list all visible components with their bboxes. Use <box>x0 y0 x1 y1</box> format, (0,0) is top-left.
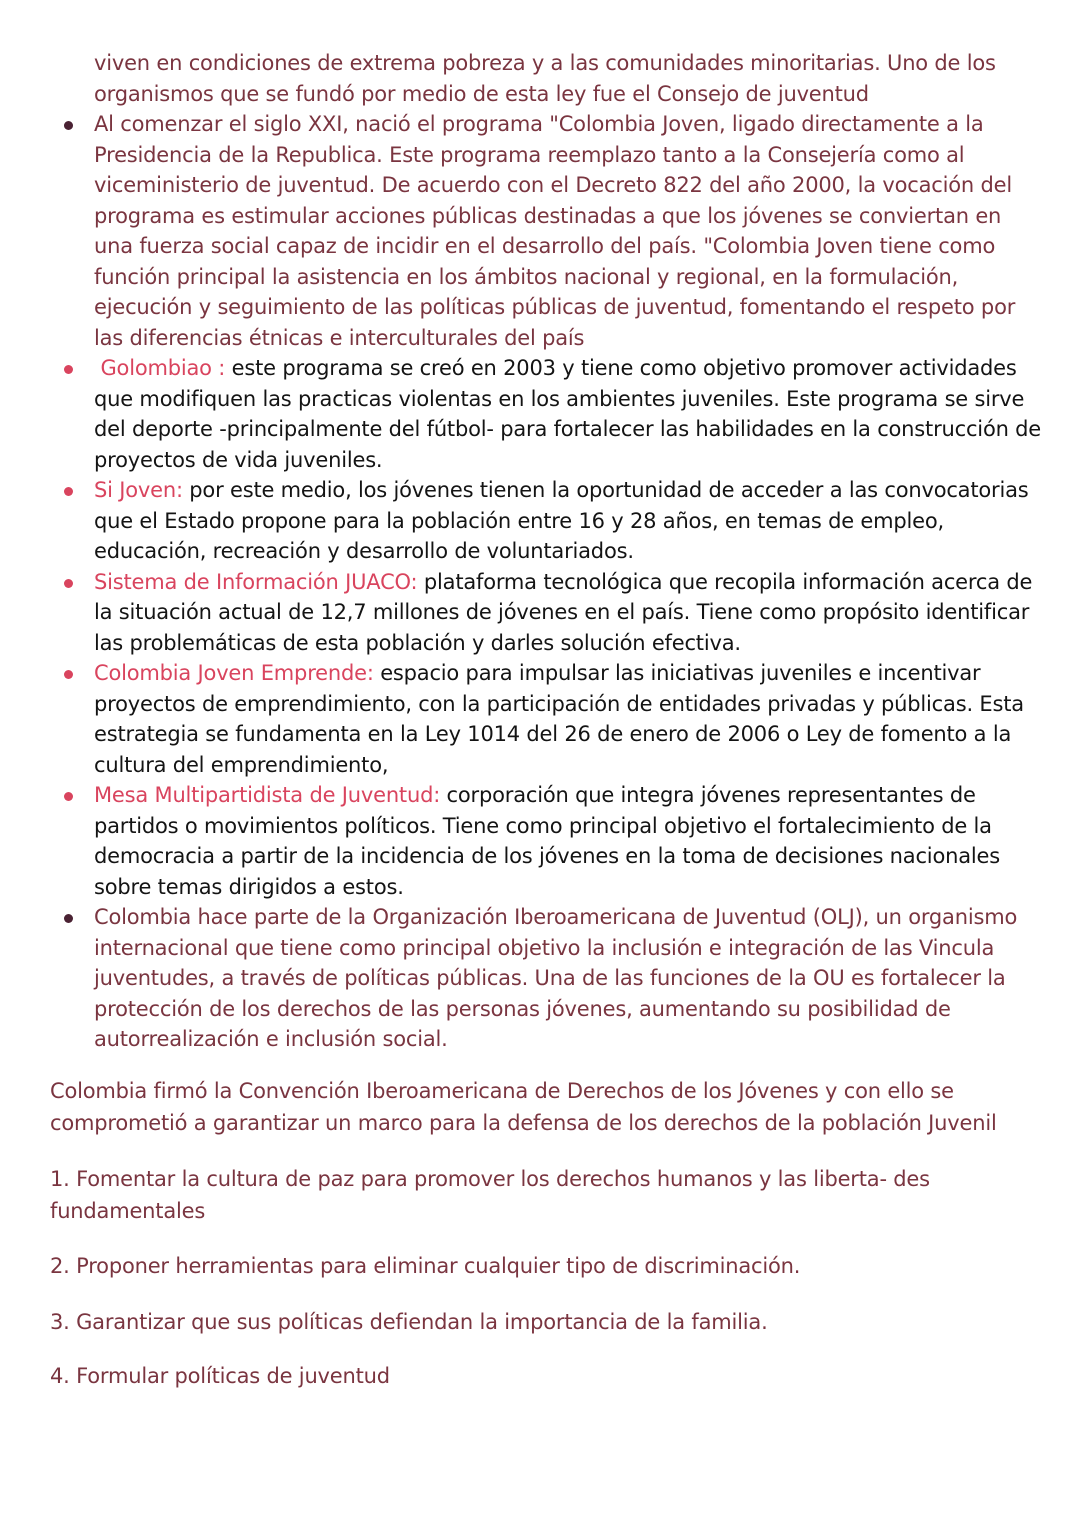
numbered-item-2: 2. Proponer herramientas para eliminar cualquier tipo de discriminación. <box>50 1254 801 1278</box>
item-text: espacio para impulsar las iniciativas juveniles e incentivar proyectos de emprendimiento, con la participación de entidades privadas y públicas. Esta estrategia se fundamenta en la Ley 1014 del 26 de enero de 2006 o Ley de fomento a la cultura del emprendimiento, <box>94 661 1024 777</box>
list-item-colombia-joven <box>94 109 1044 353</box>
numbered-item-3: 3. Garantizar que sus políticas defiendan la importancia de la familia. <box>50 1310 768 1334</box>
bullet-dot-icon <box>64 792 73 801</box>
item-text: este programa se creó en 2003 y tiene como objetivo promover actividades que modifiquen las practicas violentas en los ambientes juveniles. Este programa se sirve del deporte -principalmente del fútbol- para fortalecer las habilidades en la construcción de proyectos de vida juveniles. <box>94 356 1042 472</box>
intro-paragraph: viven en condiciones de extrema pobreza y a las comunidades minoritarias. Uno de los organismos que se fundó por medio de esta ley fue el Consejo de juventud <box>94 51 996 106</box>
item-label: Sistema de Información JUACO: <box>94 569 418 594</box>
item-text: corporación que integra jóvenes representantes de partidos o movimientos políticos. Tiene como principal objetivo el fortalecimiento de la democracia a partir de la incidencia de los jóvenes en la toma de decisiones nacionales sobre temas dirigidos a estos. <box>94 783 1000 899</box>
list-item-mesa-multipartidista <box>94 780 1044 902</box>
list-item-emprende <box>94 658 1044 780</box>
list-item-golombiao <box>94 353 1044 475</box>
item-text: por este medio, los jóvenes tienen la oportunidad de acceder a las convocatorias que el Estado propone para la población entre 16 y 28 años, en temas de empleo, educación, recreación y desarrollo de voluntariados. <box>94 478 1029 563</box>
bullet-dot-icon <box>64 487 73 496</box>
item-label: Mesa Multipartidista de Juventud: <box>94 783 441 807</box>
item-label: Golombiao : <box>94 356 226 380</box>
bullet-dot-icon <box>64 914 73 923</box>
bullet-dot-icon <box>64 579 73 588</box>
numbered-item-1: 1. Fomentar la cultura de paz para promover los derechos humanos y las liberta- des fundamentales <box>50 1167 930 1223</box>
list-item-si-joven <box>94 475 1044 567</box>
list-item-oij <box>94 902 1044 1055</box>
summary-paragraph: Colombia firmó la Convención Iberoamericana de Derechos de los Jóvenes y con ello se comprometió a garantizar un marco para la defensa de los derechos de la población Juvenil <box>50 1079 997 1135</box>
item-label: Si Joven: <box>94 478 183 502</box>
bullet-list <box>94 48 1044 1055</box>
numbered-item-4: 4. Formular políticas de juventud <box>50 1364 390 1388</box>
item-label: Colombia Joven Emprende: <box>94 661 374 685</box>
bullet-dot-icon <box>64 670 73 679</box>
bullet-dot-icon <box>64 121 73 130</box>
list-item-juaco <box>94 567 1044 659</box>
item-text: Al comenzar el siglo XXI, nació el programa "Colombia Joven, ligado directamente a la Presidencia de la Republica. Este programa reemplazo tanto a la Consejería como al viceministerio de juventud. De acuerdo con el Decreto 822 del año 2000, la vocación del programa es estimular acciones públicas destinadas a que los jóvenes se conviertan en una fuerza social capaz de incidir en el desarrollo del país. "Colombia Joven tiene como función principal la asistencia en los ámbitos nacional y regional, en la formulación, ejecución y seguimiento de las políticas públicas de juventud, fomentando el respeto por las diferencias étnicas e interculturales del país <box>94 112 1016 350</box>
item-text: plataforma tecnológica que recopila información acerca de la situación actual de 12,7 millones de jóvenes en el país. Tiene como propósito identificar las problemáticas de esta población y darles solución efectiva. <box>94 569 1033 655</box>
bullet-dot-icon <box>64 365 73 374</box>
item-text: Colombia hace parte de la Organización Iberoamericana de Juventud (OLJ), un organismo internacional que tiene como principal objetivo la inclusión e integración de las Vincula juventudes, a través de políticas públicas. Una de las funciones de la OU es fortalecer la protección de los derechos de las personas jóvenes, aumentando su posibilidad de autorrealización e inclusión social. <box>94 905 1018 1051</box>
